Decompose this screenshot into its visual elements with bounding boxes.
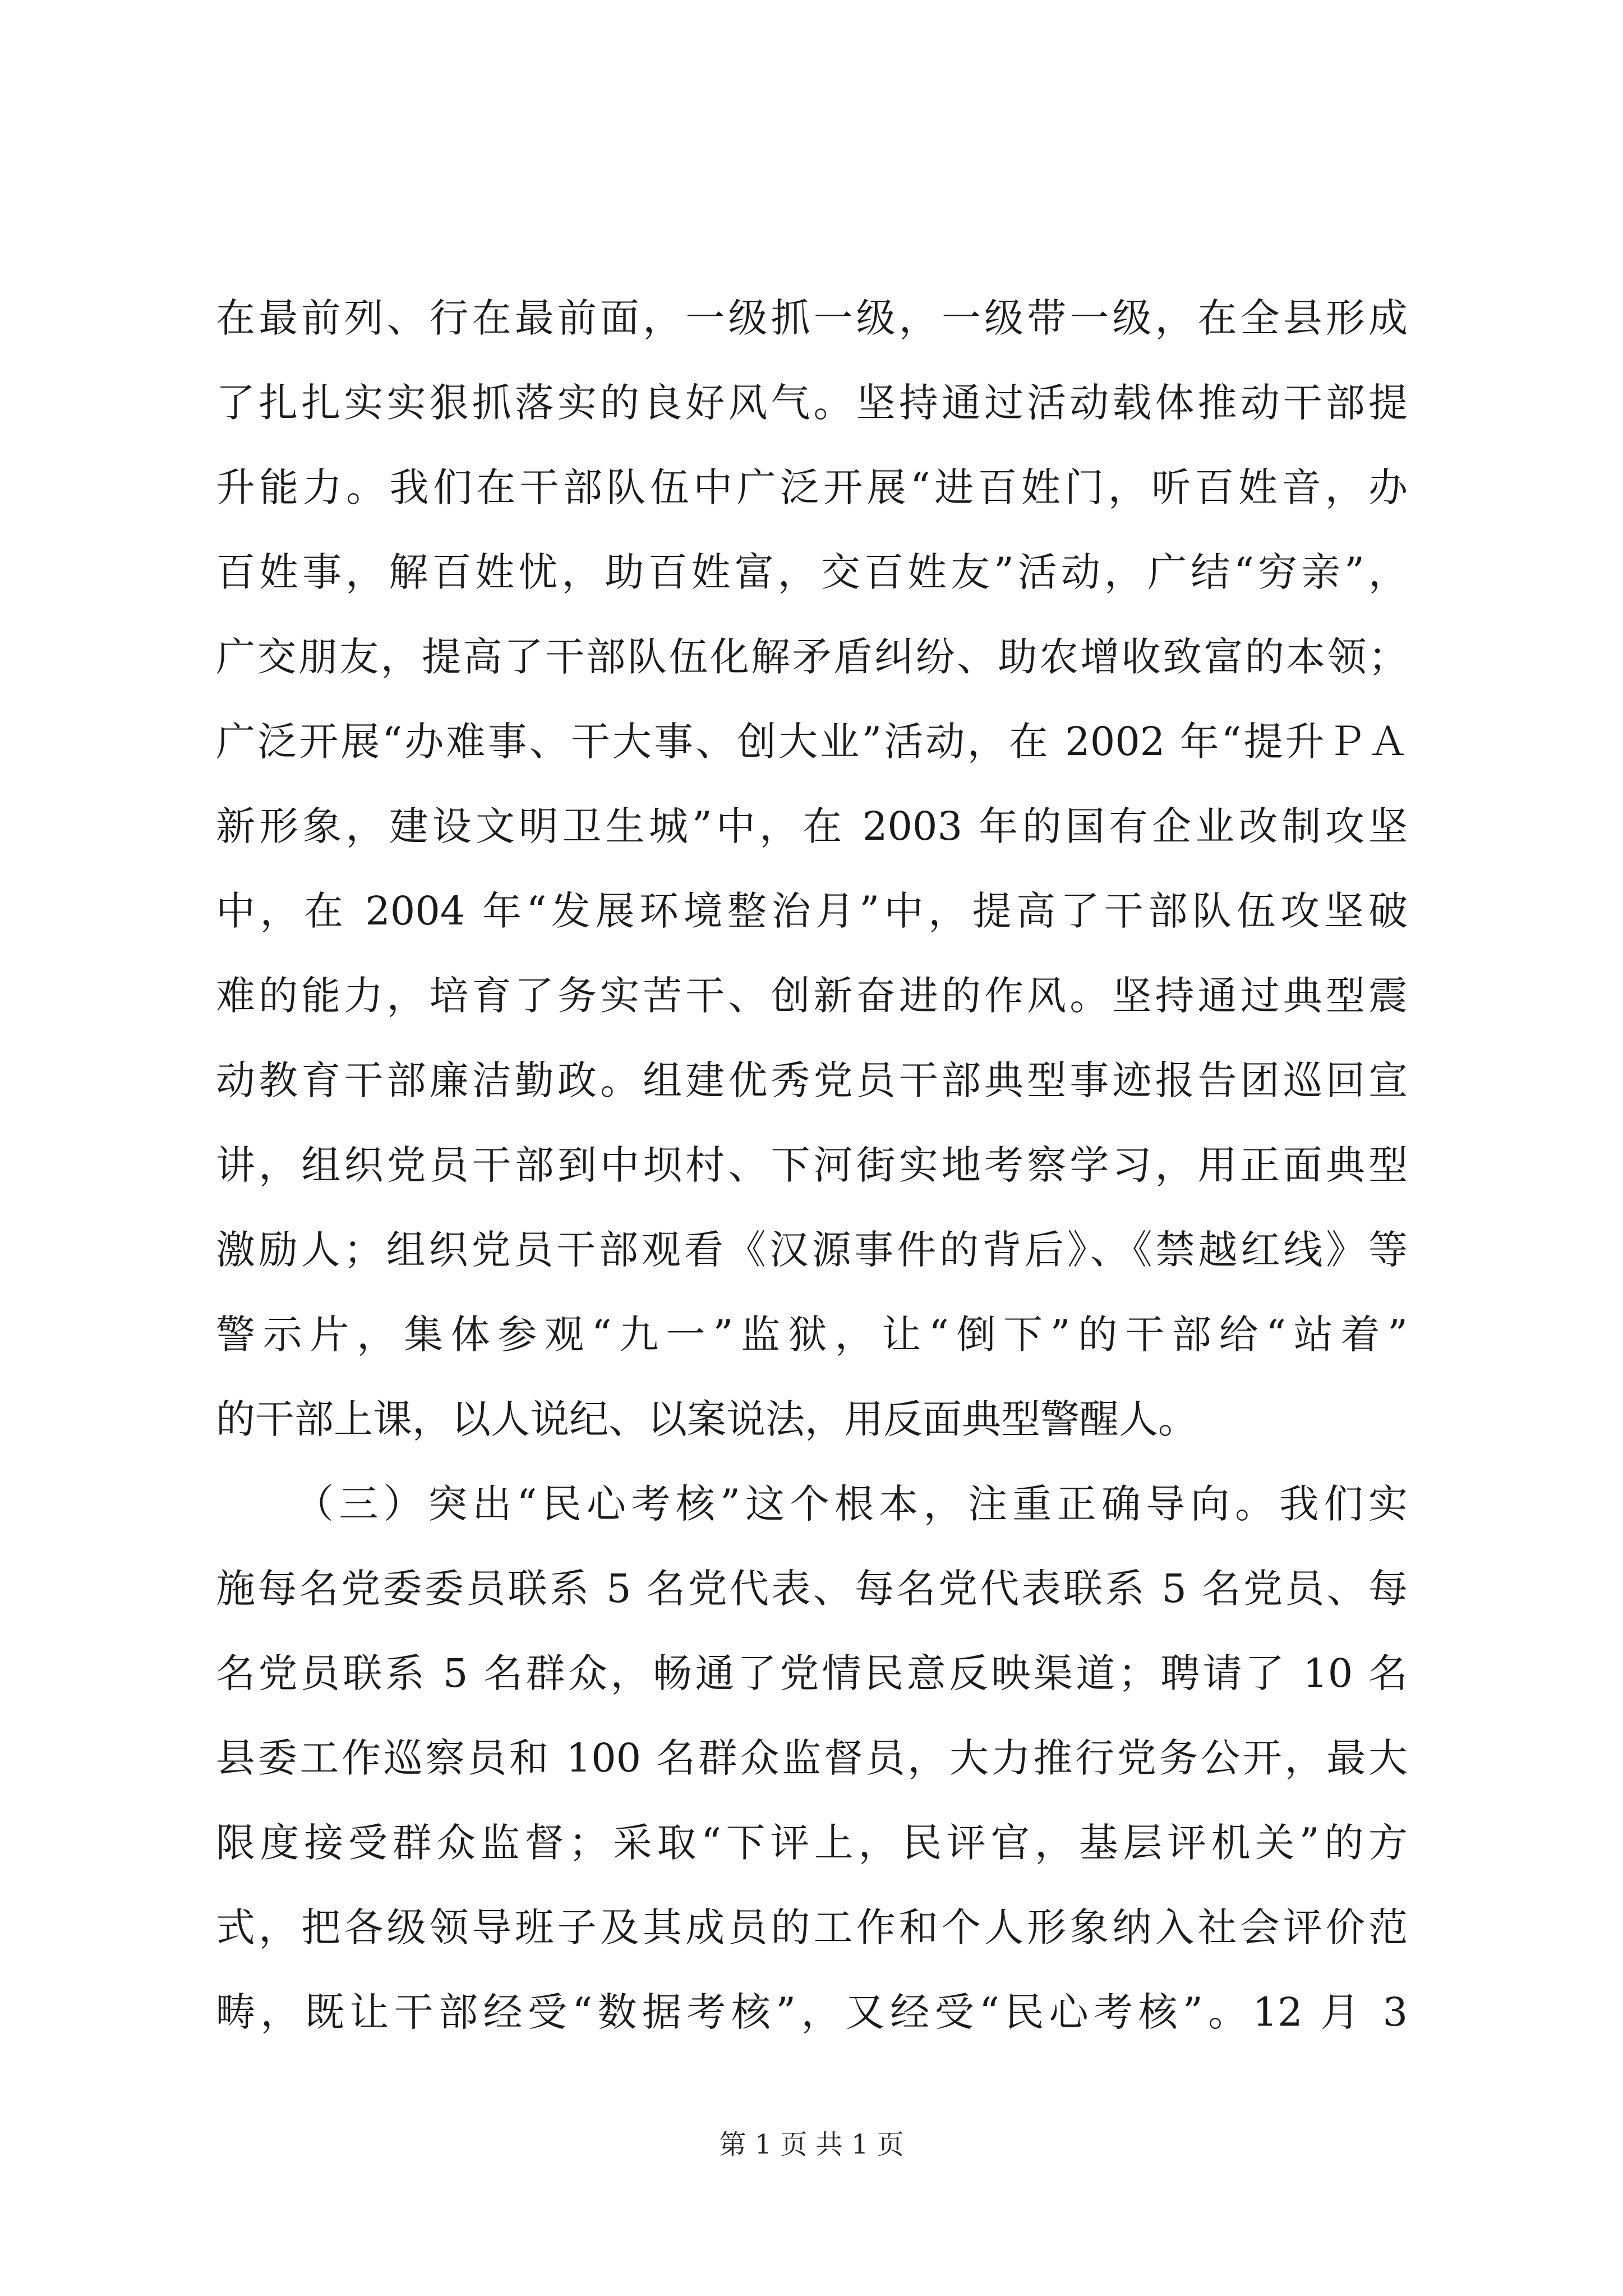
text-line: 了扎扎实实狠抓落实的良好风气。坚持通过活动载体推动干部提 [216, 380, 1408, 426]
text-line: 新形象，建设文明卫生城”中，在 2003 年的国有企业改制攻坚 [216, 803, 1408, 849]
text-line: 警示片，集体参观“九一”监狱，让“倒下”的干部给“站着” [216, 1312, 1408, 1358]
text-line: 广交朋友，提高了干部队伍化解矛盾纠纷、助农增收致富的本领； [216, 634, 1408, 680]
text-line: 在最前列、行在最前面，一级抓一级，一级带一级，在全县形成 [216, 295, 1408, 341]
page-number-label: 第 1 页 共 1 页 [719, 2129, 904, 2160]
text-line: 县委工作巡察员和 100 名群众监督员，大力推行党务公开，最大 [216, 1735, 1408, 1781]
body-text [216, 276, 1408, 2055]
text-line: 百姓事，解百姓忧，助百姓富，交百姓友”活动，广结“穷亲”， [216, 549, 1408, 595]
text-line: 动教育干部廉洁勤政。组建优秀党员干部典型事迹报告团巡回宣 [216, 1057, 1408, 1103]
text-line: 升能力。我们在干部队伍中广泛开展“进百姓门，听百姓音，办 [216, 464, 1408, 510]
text-line: 中，在 2004 年“发展环境整治月”中，提高了干部队伍攻坚破 [216, 888, 1408, 934]
page-footer [0, 2128, 1623, 2161]
text-line: 限度接受群众监督；采取“下评上，民评官，基层评机关”的方 [216, 1820, 1408, 1866]
text-line-paragraph-end: 的干部上课，以人说纪、以案说法，用反面典型警醒人。 [216, 1396, 1197, 1442]
text-line: 激励人；组织党员干部观看《汉源事件的背后》、《禁越红线》等 [216, 1227, 1408, 1273]
text-line: 广泛开展“办难事、干大事、创大业”活动，在 2002 年“提升ＰＡ [216, 719, 1408, 765]
text-line: 讲，组织党员干部到中坝村、下河街实地考察学习，用正面典型 [216, 1142, 1408, 1188]
text-line: 畴，既让干部经受“数据考核”，又经受“民心考核”。12 月 3 [216, 1989, 1408, 2035]
text-line: 施每名党委委员联系 5 名党代表、每名党代表联系 5 名党员、每 [216, 1566, 1408, 1612]
text-line: 难的能力，培育了务实苦干、创新奋进的作风。坚持通过典型震 [216, 973, 1408, 1019]
text-line: 式，把各级领导班子及其成员的工作和个人形象纳入社会评价范 [216, 1904, 1408, 1950]
text-line: 名党员联系 5 名群众，畅通了党情民意反映渠道；聘请了 10 名 [216, 1650, 1408, 1696]
text-line-section-heading: （三）突出“民心考核”这个根本，注重正确导向。我们实 [294, 1481, 1408, 1527]
